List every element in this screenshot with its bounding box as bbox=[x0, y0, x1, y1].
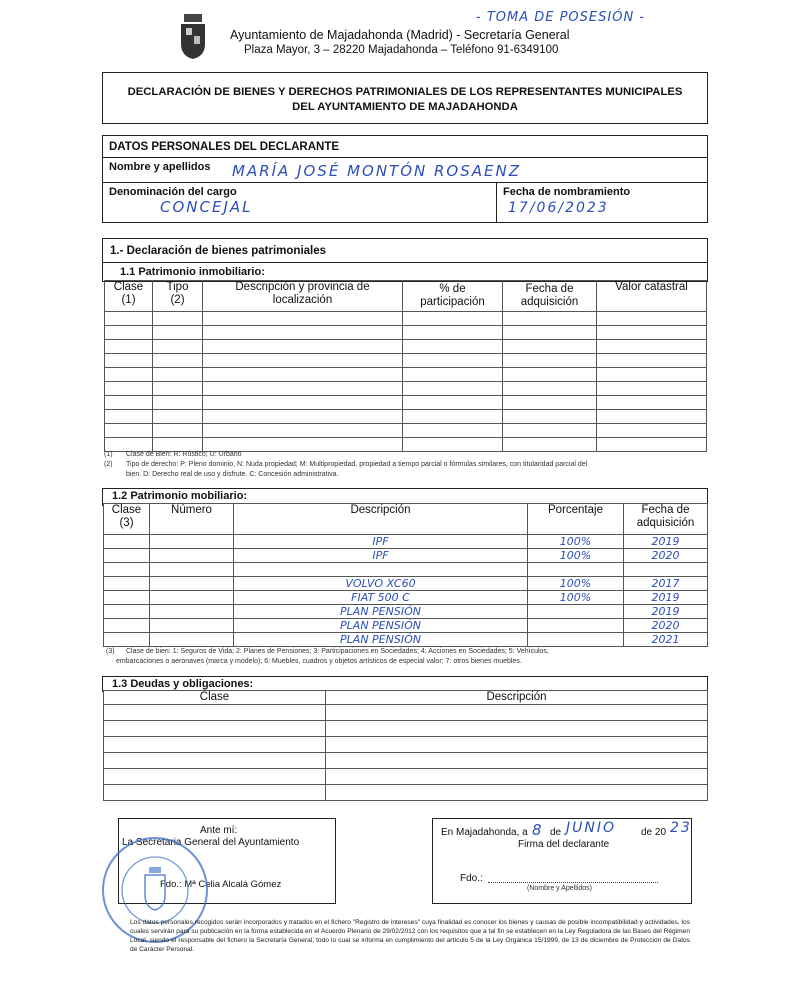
mob-year: 2017 bbox=[624, 577, 708, 591]
secretaria-fdo: Fdo.: Mª Celia Alcalá Gómez bbox=[160, 879, 282, 890]
mob-year: 2019 bbox=[624, 605, 708, 619]
inmobiliario-table bbox=[104, 280, 707, 452]
table-row bbox=[105, 382, 707, 396]
signature-line bbox=[488, 882, 658, 883]
mob-year: 2020 bbox=[624, 619, 708, 633]
bienes-section-title: 1.- Declaración de bienes patrimoniales bbox=[110, 245, 327, 257]
coat-of-arms-logo bbox=[178, 14, 208, 60]
table-row bbox=[104, 591, 708, 605]
mob-pct: 100% bbox=[528, 535, 624, 549]
mob-desc: PLAN PENSIÓN bbox=[234, 619, 528, 633]
ante-mi: Ante mí: bbox=[200, 825, 238, 836]
table-row bbox=[105, 354, 707, 368]
anio-value[interactable]: 23 bbox=[670, 820, 692, 836]
fecha-value[interactable]: 17/06/2023 bbox=[508, 200, 609, 216]
table-row bbox=[105, 312, 707, 326]
note-2-num: (2) bbox=[104, 461, 113, 468]
note-1: Clase de Bien: R: Rústico; U: Urbano bbox=[126, 451, 242, 458]
secretaria-label: La Secretaria General del Ayuntamiento bbox=[122, 837, 300, 848]
mob-desc: IPF bbox=[234, 549, 528, 563]
mob-year: 2019 bbox=[624, 535, 708, 549]
table-row bbox=[104, 619, 708, 633]
note-3b: embarcaciones o aeronaves (marca y modelo); 6: Muebles, cuadros y objetos artísticos de especial valor; 7: otros bienes muebles. bbox=[116, 658, 522, 665]
inmobiliario-subtitle: 1.1 Patrimonio inmobiliario: bbox=[120, 266, 265, 278]
mob-year: 2021 bbox=[624, 633, 708, 647]
title-line-1: DECLARACIÓN DE BIENES Y DERECHOS PATRIMONIALES DE LOS REPRESENTANTES MUNICIPALES bbox=[127, 86, 683, 98]
header-annotation: - TOMA DE POSESIÓN - bbox=[476, 10, 645, 25]
table-row bbox=[104, 563, 708, 577]
cargo-value[interactable]: CONCEJAL bbox=[160, 198, 253, 216]
mobiliario-subtitle: 1.2 Patrimonio mobiliario: bbox=[112, 490, 248, 502]
deudas-header-descripcion: Descripción bbox=[326, 691, 708, 705]
deudas-table bbox=[103, 690, 708, 801]
mobiliario-table bbox=[103, 503, 708, 647]
lugar-label: En Majadahonda, a bbox=[441, 827, 528, 838]
mob-pct: 100% bbox=[528, 577, 624, 591]
table-row bbox=[105, 424, 707, 438]
note-3-num: (3) bbox=[106, 648, 115, 655]
inm-header-fecha: Fecha de adquisición bbox=[503, 281, 597, 312]
name-label: Nombre y apellidos bbox=[109, 161, 211, 173]
table-row bbox=[104, 769, 708, 785]
table-row bbox=[104, 785, 708, 801]
mob-header-fecha: Fecha de adquisición bbox=[624, 504, 708, 535]
inm-header-valor: Valor catastral bbox=[597, 281, 707, 312]
dia-value[interactable]: 8 bbox=[532, 821, 544, 839]
table-row bbox=[105, 438, 707, 452]
address-line: Plaza Mayor, 3 – 28220 Majadahonda – Teléfono 91-6349100 bbox=[244, 44, 559, 56]
deudas-subtitle: 1.3 Deudas y obligaciones: bbox=[112, 678, 254, 690]
mob-header-clase: Clase (3) bbox=[104, 504, 150, 535]
table-row bbox=[105, 368, 707, 382]
de-2: de 20 bbox=[641, 827, 667, 838]
bienes-divider bbox=[103, 262, 707, 263]
mob-pct: 100% bbox=[528, 549, 624, 563]
note-2b: bien. D: Derecho real de uso y disfrute. C: Concesión administrativa. bbox=[126, 471, 339, 478]
mob-year: 2019 bbox=[624, 591, 708, 605]
mob-pct bbox=[528, 633, 624, 647]
org-line: Ayuntamiento de Majadahonda (Madrid) - Secretaría General bbox=[230, 28, 570, 42]
mob-pct bbox=[528, 619, 624, 633]
table-row bbox=[104, 535, 708, 549]
mob-header-porcentaje: Porcentaje bbox=[528, 504, 624, 535]
table-row bbox=[104, 577, 708, 591]
mob-pct bbox=[528, 605, 624, 619]
mob-header-numero: Número bbox=[150, 504, 234, 535]
mob-desc: PLAN PENSIÓN bbox=[234, 633, 528, 647]
note-2a: Tipo de derecho: P: Pleno dominio, N: Nuda propiedad; M: Multipropiedad, propiedad a tiempo parcial o fórmulas similares, con titularidad parcial del bbox=[126, 461, 588, 468]
mob-year bbox=[624, 563, 708, 577]
table-row bbox=[104, 737, 708, 753]
footer-text: Los datos personales recogidos serán incorporados y tratados en el fichero "Registro de intereses" cuya finalidad es conocer los bienes y causas de posible incompatibilidad y actividades, los cuales servirán para su publicación en la forma establecida en el Acuerdo Plenario de 29/02/2012 con los requisitos que a tal fin se establecen en la Ley Reguladora de las Bases del Régimen Local, siendo el responsable del fichero la Secretaría General, todo lo cual se informa en cumplimiento del artículo 5 de la Ley Orgánica 15/1999, de 13 de diciembre de Protección de Datos de Carácter Personal. bbox=[130, 919, 690, 953]
title-line-2: DEL AYUNTAMIENTO DE MAJADAHONDA bbox=[292, 101, 518, 113]
mob-pct bbox=[528, 563, 624, 577]
name-value[interactable]: MARÍA JOSÉ MONTÓN ROSAENZ bbox=[232, 162, 521, 180]
table-row bbox=[105, 410, 707, 424]
note-1-num: (1) bbox=[104, 451, 113, 458]
mob-header-descripcion: Descripción bbox=[234, 504, 528, 535]
inm-header-participacion: % de participación bbox=[403, 281, 503, 312]
table-row bbox=[105, 326, 707, 340]
mob-pct: 100% bbox=[528, 591, 624, 605]
cargo-label: Denominación del cargo bbox=[109, 186, 237, 198]
mob-desc: IPF bbox=[234, 535, 528, 549]
note-3a: Clase de bien: 1: Seguros de Vida; 2: Planes de Pensiones; 3: Participaciones en Sociedades; 4: Acciones en Sociedades; 5: Vehículos, bbox=[126, 648, 549, 655]
inm-header-clase: Clase (1) bbox=[105, 281, 153, 312]
inm-header-tipo: Tipo (2) bbox=[153, 281, 203, 312]
table-row bbox=[104, 705, 708, 721]
signature-fdo: Fdo.: bbox=[460, 873, 483, 884]
name-row-border bbox=[103, 157, 707, 158]
fecha-divider bbox=[496, 183, 497, 222]
mob-year: 2020 bbox=[624, 549, 708, 563]
title-box bbox=[102, 72, 708, 124]
mob-desc: FIAT 500 C bbox=[234, 591, 528, 605]
mob-desc: PLAN PENSIÓN bbox=[234, 605, 528, 619]
name-row-border-bottom bbox=[103, 182, 707, 183]
inm-header-descripcion: Descripción y provincia de localización bbox=[203, 281, 403, 312]
nombre-apellidos: (Nombre y Apellidos) bbox=[527, 885, 592, 892]
mes-value[interactable]: JUNIO bbox=[566, 820, 616, 836]
de-1: de bbox=[550, 827, 562, 838]
table-row bbox=[104, 721, 708, 737]
personal-section-title: DATOS PERSONALES DEL DECLARANTE bbox=[109, 141, 340, 153]
table-row bbox=[104, 633, 708, 647]
table-row bbox=[104, 549, 708, 563]
table-row bbox=[104, 753, 708, 769]
mob-desc bbox=[234, 563, 528, 577]
table-row bbox=[105, 340, 707, 354]
table-row bbox=[104, 605, 708, 619]
mob-desc: VOLVO XC60 bbox=[234, 577, 528, 591]
table-row bbox=[105, 396, 707, 410]
firma-label: Firma del declarante bbox=[518, 839, 610, 850]
fecha-label: Fecha de nombramiento bbox=[503, 186, 631, 198]
deudas-header-clase: Clase bbox=[104, 691, 326, 705]
